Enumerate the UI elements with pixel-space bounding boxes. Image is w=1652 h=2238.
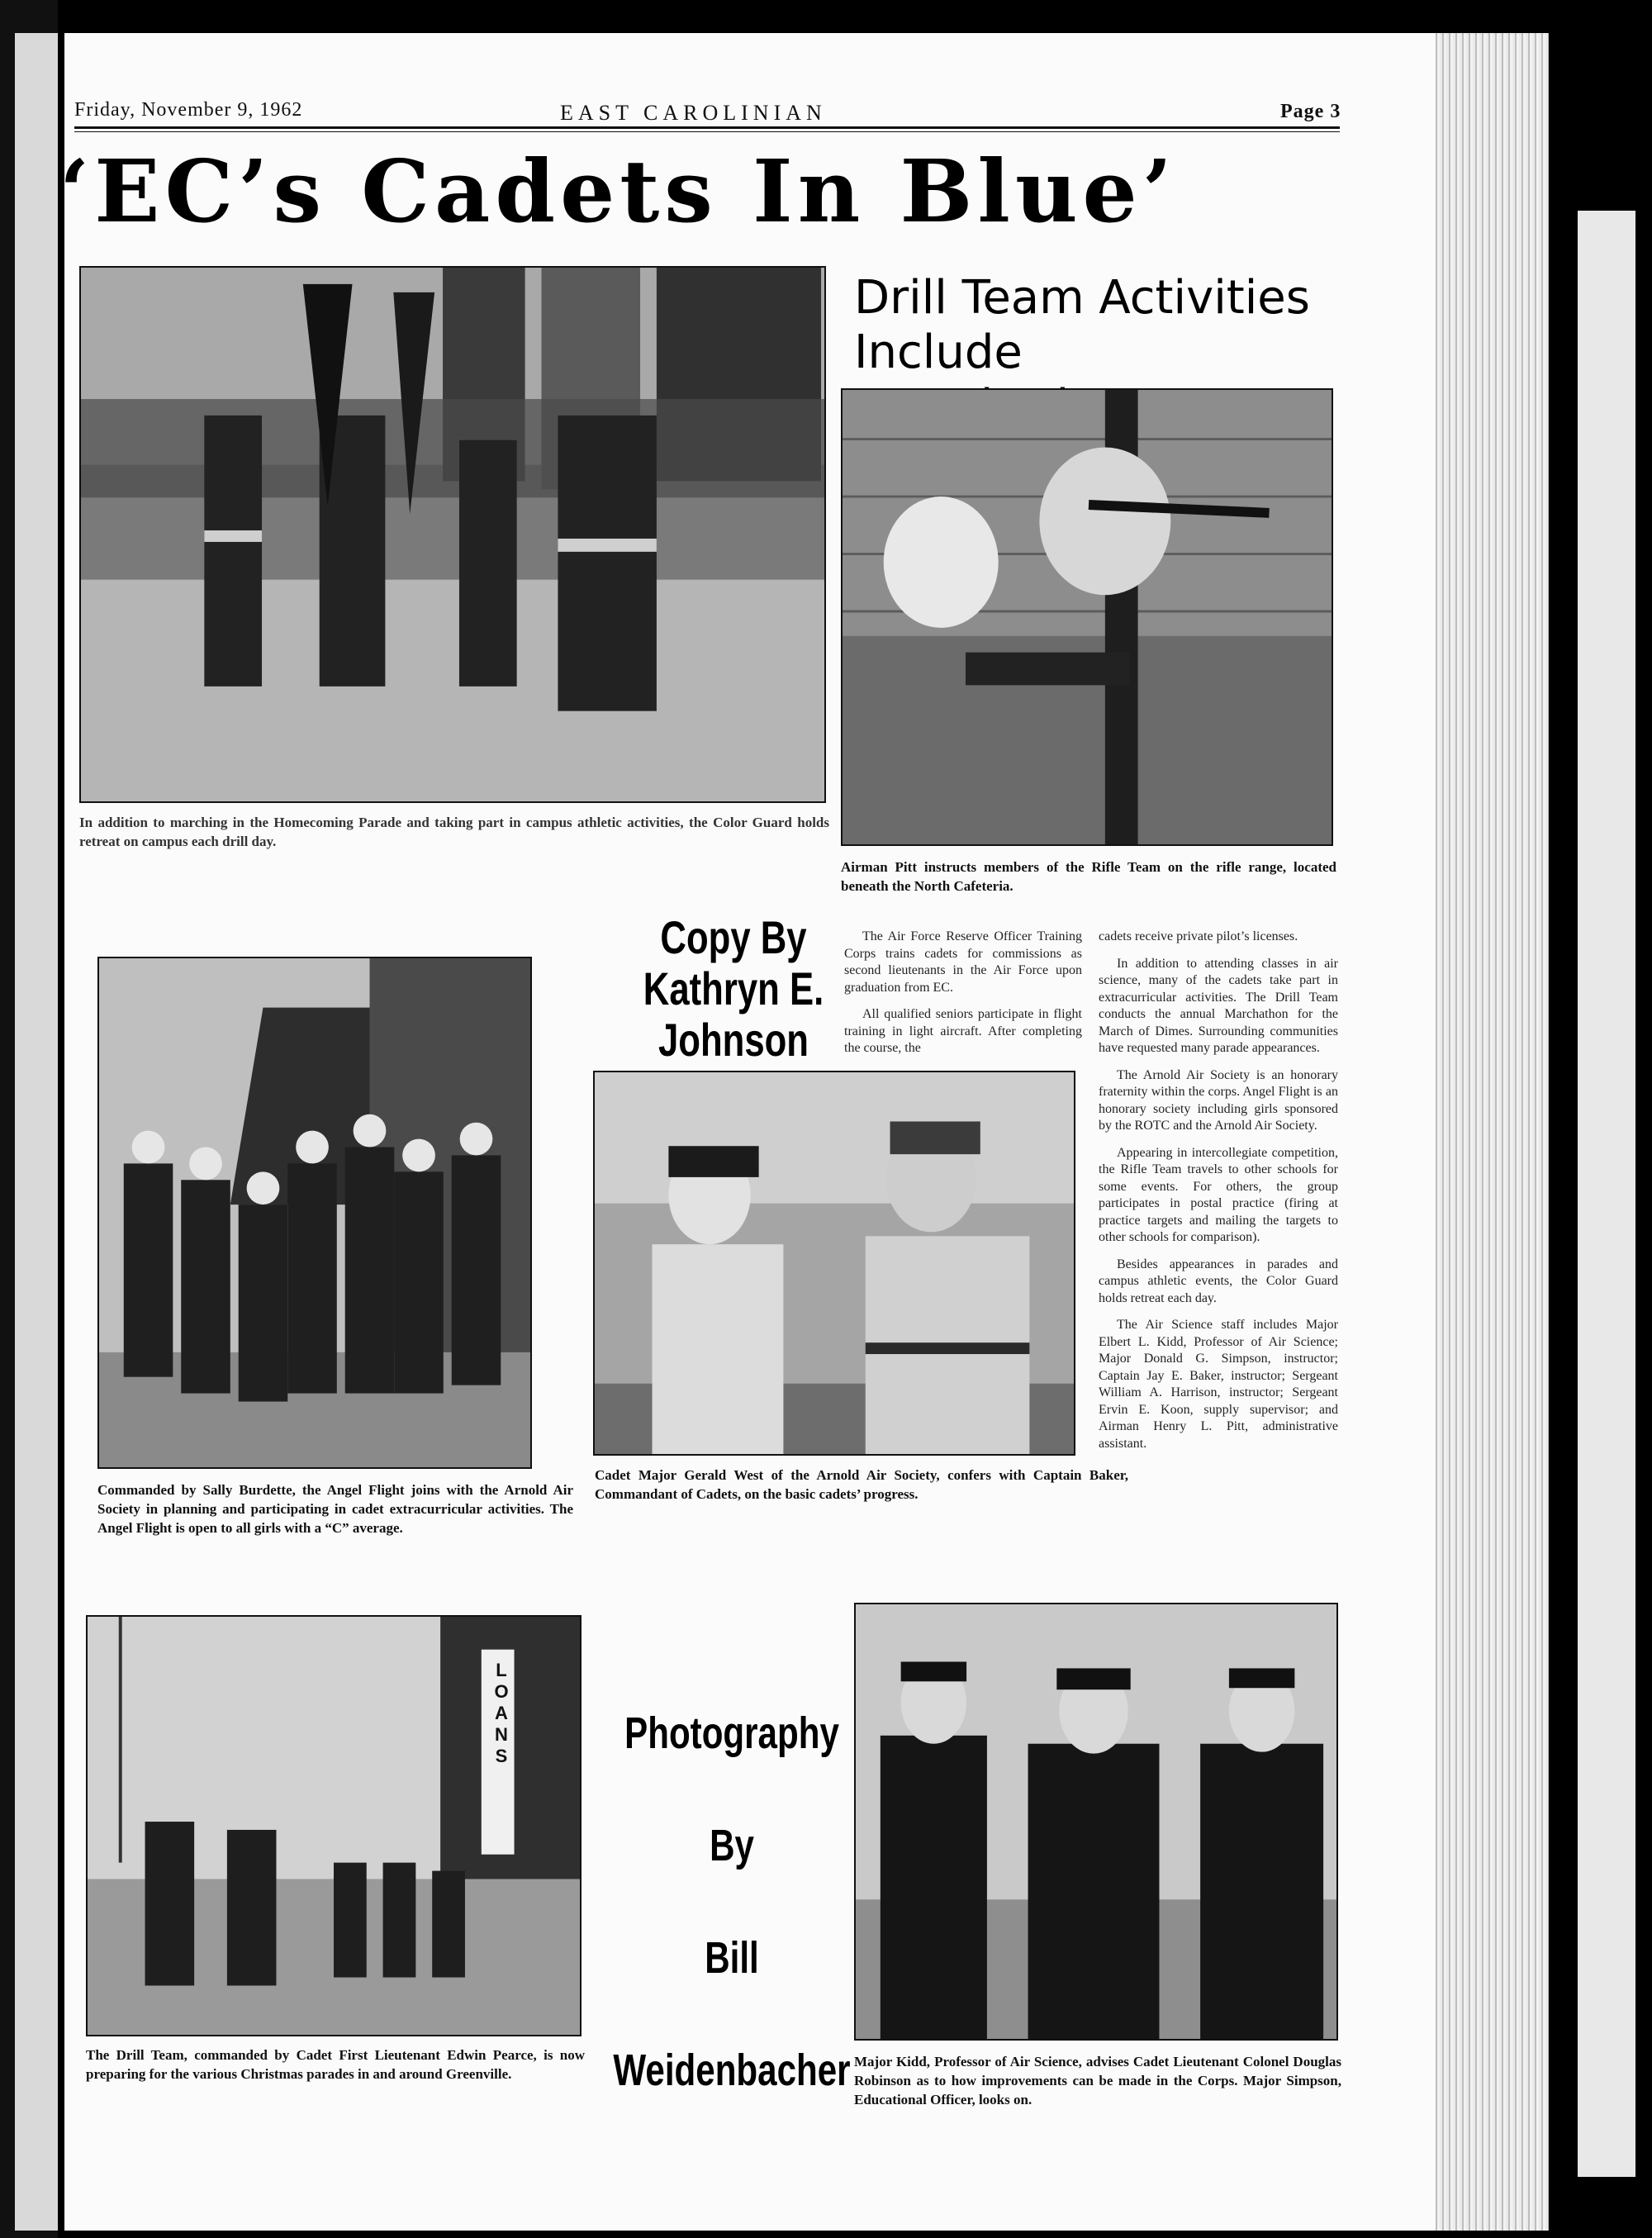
page-number: Page 3 (1280, 101, 1341, 122)
angel-flight-photo (97, 957, 532, 1469)
masthead-rule-thin (74, 131, 1340, 132)
article-paragraph: In addition to attending classes in air science, many of the cadets take part in extracurricular activities. The Drill Team conducts the annual Marchathon for the March of Dimes. Surrounding communities have requested many parade appearances. (1099, 956, 1338, 1055)
subhead-line-1: Drill Team Activities (854, 271, 1310, 325)
major-kidd-photo (854, 1603, 1338, 2041)
newspaper-page (59, 33, 1436, 2231)
color-guard-photo (79, 266, 826, 803)
angel-flight-caption: Commanded by Sally Burdette, the Angel Flight joins with the Arnold Air Society in planning and participating in cadet extracurricular activities. The Angel Flight is open to all girls with a “C” average. (97, 1482, 573, 1536)
article-paragraph: All qualified seniors participate in flight training in light aircraft. After completing the course, the (844, 1007, 1082, 1055)
photo-credit-line-2: By (710, 1821, 754, 1870)
article-paragraph: The Air Force Reserve Officer Training Corps trains cadets for commissions as second lieutenants in the Air Force upon graduation from EC. (844, 929, 1082, 995)
angel-flight-image (99, 958, 530, 1467)
photo-credit-line-3: Bill Weidenbacher (613, 1933, 851, 2095)
photo-credit-line-1: Photography (624, 1708, 839, 1758)
copy-credit-line-2: Kathryn E. (643, 962, 824, 1014)
article-paragraph: The Air Science staff includes Major Elbert L. Kidd, Professor of Air Science; Major Donald G. Simpson, instructor; Captain Jay E. Baker, instructor; Sergeant William A. Harrison, instructor; Sergeant Ervin E. Koon, supply supervisor; and Airman Henry L. Pitt, administrative assistant. (1099, 1318, 1338, 1451)
rifle-team-caption: Airman Pitt instructs members of the Rifle Team on the rifle range, located beneath the North Cafeteria. (841, 859, 1336, 894)
major-kidd-image (856, 1604, 1336, 2039)
masthead-rule (74, 126, 1340, 129)
arnold-air-caption: Cadet Major Gerald West of the Arnold Air Society, confers with Captain Baker, Commandant of Cadets, on the basic cadets’ progress. (595, 1467, 1128, 1502)
page-stack-edge (1433, 33, 1549, 2231)
article-paragraph: The Arnold Air Society is an honorary fraternity within the corps. Angel Flight is an honorary society including girls sponsored by the ROTC and the Arnold Air Society. (1099, 1067, 1338, 1133)
book-binding-edge (1578, 211, 1635, 2177)
rifle-team-photo (841, 388, 1333, 846)
paper-name: EAST CAROLINIAN (560, 101, 827, 125)
article-column-1 (844, 929, 1082, 1067)
arnold-air-image (595, 1072, 1074, 1454)
copy-credit (611, 912, 856, 1066)
issue-date: Friday, November 9, 1962 (74, 99, 303, 121)
article-paragraph: cadets receive private pilot’s licenses. (1099, 929, 1298, 943)
color-guard-image (81, 268, 824, 801)
loans-sign-text: LOANS (494, 1660, 509, 1766)
major-kidd-caption: Major Kidd, Professor of Air Science, advises Cadet Lieutenant Colonel Douglas Robinson as to how improvements can be made in the Corps. Major Simpson, Educational Officer, looks on. (854, 2054, 1341, 2107)
arnold-air-photo (593, 1071, 1075, 1456)
color-guard-caption: In addition to marching in the Homecoming Parade and taking part in campus athletic activities, the Color Guard holds retreat on campus each drill day. (79, 815, 829, 849)
article-paragraph: Appearing in intercollegiate competition, the Rifle Team travels to other schools for some events. For others, the group participates in postal practice (firing at practice targets and mailing the targets to other schools for comparison). (1099, 1145, 1338, 1244)
subhead-line-2: Include (854, 325, 1023, 379)
drill-team-caption: The Drill Team, commanded by Cadet First Lieutenant Edwin Pearce, is now preparing for the various Christmas parades in and around Greenville. (86, 2047, 585, 2082)
page-headline: ‘EC’s Cadets In Blue’ (59, 140, 1177, 242)
copy-credit-line-3: Johnson (657, 1014, 809, 1066)
photography-credit (610, 1677, 854, 2126)
article-paragraph: Besides appearances in parades and campus athletic events, the Color Guard holds retreat each day. (1099, 1257, 1338, 1305)
drill-team-photo (86, 1615, 582, 2036)
adjacent-page-edge (15, 33, 58, 2231)
article-column-2 (1099, 929, 1338, 1462)
copy-credit-line-1: Copy By (660, 911, 807, 963)
rifle-team-image (843, 390, 1332, 844)
